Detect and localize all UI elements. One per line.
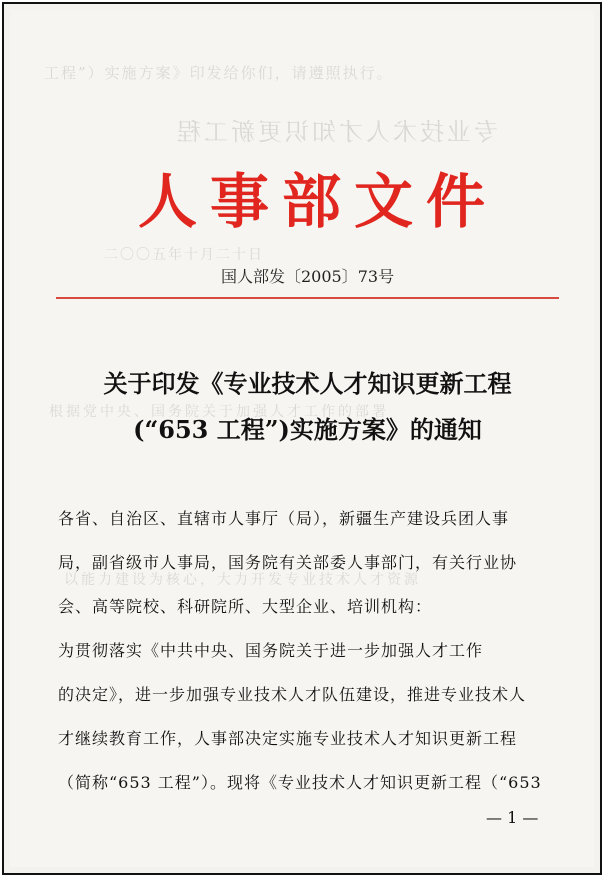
red-divider-line	[56, 297, 559, 299]
page-number: — 1 —	[486, 808, 539, 827]
body-text-line: 的决定》，进一步加强专业技术人才队伍建设，推进专业技术人	[58, 685, 527, 704]
notice-title-line-1: 关于印发《专业技术人才知识更新工程	[103, 369, 512, 398]
notice-title-line-2: (“653 工程”)实施方案》的通知	[133, 415, 482, 444]
body-text-line: 各省、自治区、直辖市人事厅（局），新疆生产建设兵团人事	[58, 509, 510, 528]
document-header-title: 人事部文件	[138, 167, 499, 236]
document-frame	[2, 2, 602, 875]
body-text-line: 会、高等院校、科研院所、大型企业、培训机构：	[58, 597, 433, 616]
body-text-line: 局，副省级市人事局，国务院有关部委人事部门，有关行业协	[58, 553, 518, 572]
body-text-line: 才继续教育工作，人事部决定实施专业技术人才知识更新工程	[58, 729, 518, 748]
document-number: 国人部发〔2005〕73号	[221, 267, 395, 286]
body-text-line: （简称“653 工程”）。现将《专业技术人才知识更新工程（“653	[58, 773, 542, 792]
body-text-line: 为贯彻落实《中共中央、国务院关于进一步加强人才工作	[58, 641, 484, 660]
